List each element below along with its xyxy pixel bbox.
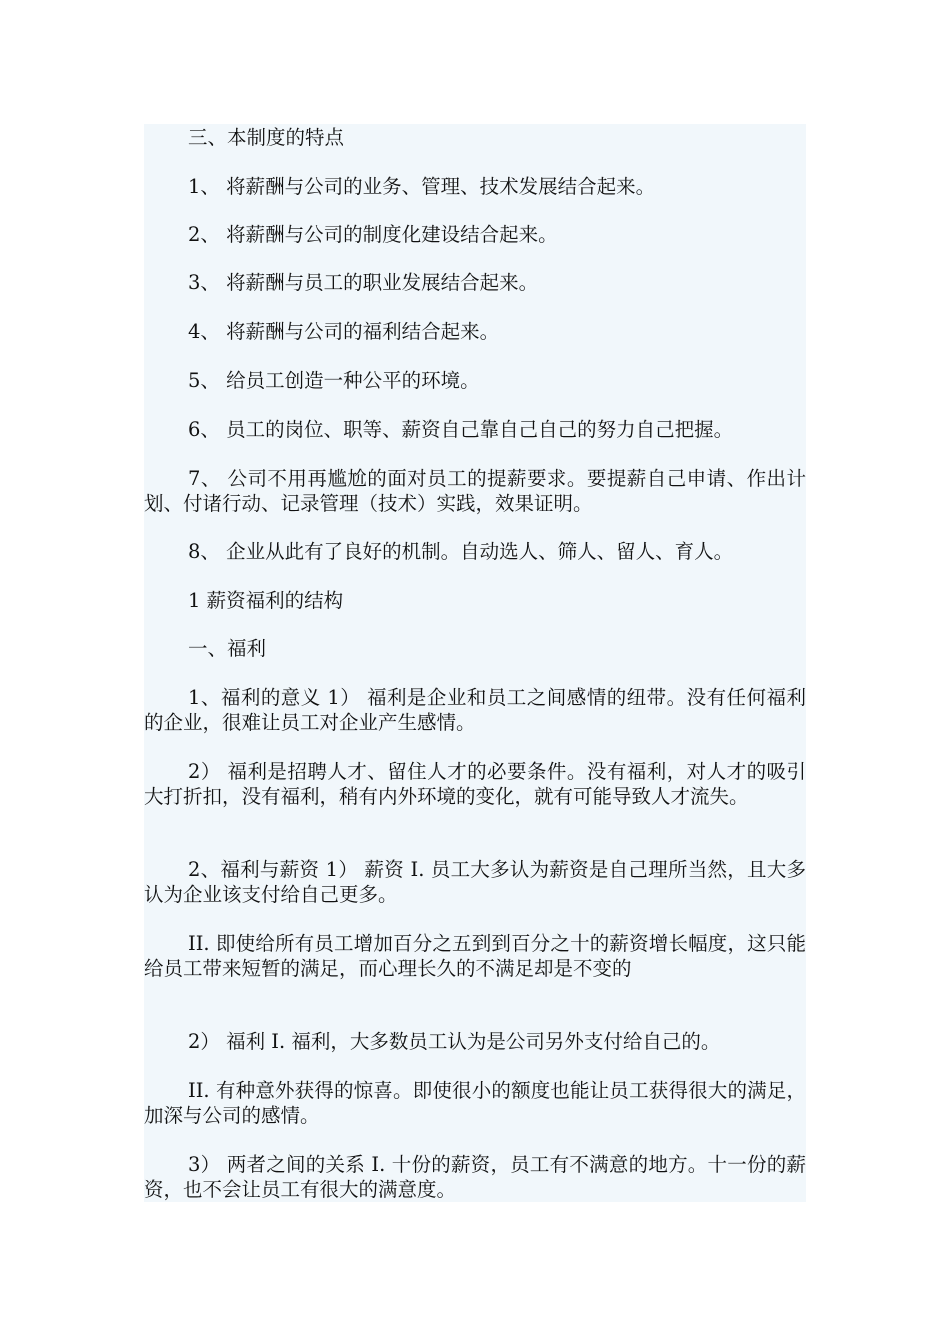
welfare-point-2: II. 有种意外获得的惊喜。即使很小的额度也能让员工获得很大的满足，加深与公司的感情。	[144, 1079, 806, 1127]
welfare-point-1: 2） 福利 I. 福利，大多数员工认为是公司另外支付给自己的。	[188, 1030, 721, 1053]
feature-item-4: 4、 将薪酬与公司的福利结合起来。	[188, 320, 500, 343]
relationship-point: 3） 两者之间的关系 I. 十份的薪资，员工有不满意的地方。十一份的薪资，也不会让员工有很大的满意度。	[144, 1153, 806, 1201]
structure-heading: 1 薪资福利的结构	[188, 589, 344, 612]
feature-item-1: 1、 将薪酬与公司的业务、管理、技术发展结合起来。	[188, 175, 656, 198]
feature-item-8: 8、 企业从此有了良好的机制。自动选人、筛人、留人、育人。	[188, 540, 734, 563]
salary-point-2: II. 即使给所有员工增加百分之五到到百分之十的薪资增长幅度，这只能给员工带来短暂的满足，而心理长久的不满足却是不变的	[144, 932, 806, 980]
feature-item-6: 6、 员工的岗位、职等、薪资自己靠自己自己的努力自己把握。	[188, 418, 734, 441]
section-heading: 三、本制度的特点	[188, 126, 345, 149]
feature-item-5: 5、 给员工创造一种公平的环境。	[188, 369, 480, 392]
welfare-meaning-1: 1、福利的意义 1） 福利是企业和员工之间感情的纽带。没有任何福利的企业，很难让员工对企业产生感情。	[144, 686, 806, 734]
feature-item-2: 2、 将薪酬与公司的制度化建设结合起来。	[188, 223, 558, 246]
document-body	[144, 124, 806, 1202]
welfare-meaning-2: 2） 福利是招聘人才、留住人才的必要条件。没有福利，对人才的吸引大打折扣，没有福利，稍有内外环境的变化，就有可能导致人才流失。	[144, 760, 806, 808]
welfare-heading: 一、福利	[188, 637, 267, 660]
feature-item-3: 3、 将薪酬与员工的职业发展结合起来。	[188, 271, 539, 294]
feature-item-7: 7、 公司不用再尴尬的面对员工的提薪要求。要提薪自己申请、作出计划、付诸行动、记录管理（技术）实践，效果证明。	[144, 467, 806, 515]
salary-point-1: 2、福利与薪资 1） 薪资 I. 员工大多认为薪资是自己理所当然，且大多认为企业该支付给自己更多。	[144, 858, 806, 906]
